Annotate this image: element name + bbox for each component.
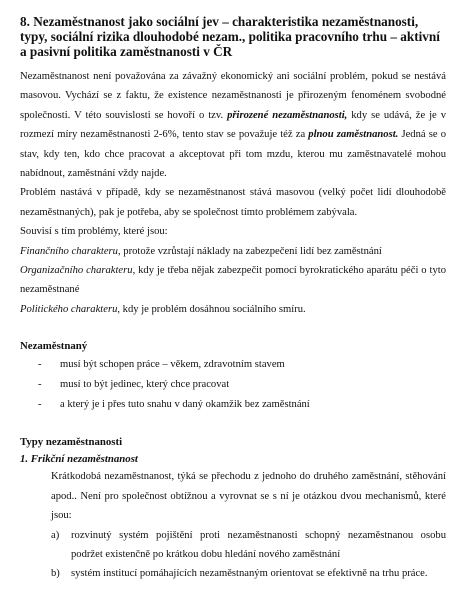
frictional-paragraph: Krátkodobá nezaměstnanost, týká se přechodu z jednoho do druhého zaměstnání, stěhování apod.. Není pro společnost obtížnou a vyrovnat se s ní je otázkou dvou mechanismů, které jsou: bbox=[51, 471, 446, 522]
intro-paragraph-2: Problém nastává v případě, kdy se nezaměstnanost stává masovou (velký počet lidí dlouhodobě nezaměstnaných), pak je potřeba, aby se společnost tímto problémem zabývala. bbox=[20, 187, 446, 218]
list-item bbox=[38, 355, 446, 375]
intro-paragraph-1 bbox=[20, 67, 446, 183]
problem-organizational bbox=[20, 261, 446, 300]
list-item bbox=[51, 526, 446, 565]
problem-political bbox=[20, 300, 446, 319]
term-financial: Finančního charakteru bbox=[20, 245, 118, 257]
spacer bbox=[20, 319, 446, 337]
dash-marker: - bbox=[38, 359, 42, 371]
dash-marker: - bbox=[38, 399, 42, 411]
list-item-text: systém institucí pomáhajících nezaměstnaným orientovat se efektivně na trhu práce. bbox=[71, 568, 428, 580]
list-item-text: musí to být jedinec, který chce pracovat bbox=[60, 379, 230, 391]
intro-text-b: kdy se udává, že je v rozmezí míry nezaměstnanosti 2-6%, tento stav se považuje též za bbox=[20, 109, 446, 141]
organizational-text: , kdy je třeba nějak zabezpečit pomocí byrokratického aparátu péči o tyto nezaměstnané bbox=[20, 265, 446, 296]
term-organizational: Organizačního charakteru bbox=[20, 265, 133, 277]
list-item-text: a který je i přes tuto snahu v daný okamžik bez zaměstnání bbox=[60, 399, 310, 411]
list-item bbox=[38, 375, 446, 395]
term-political: Politického charakteru bbox=[20, 303, 118, 315]
unemployed-list bbox=[20, 355, 446, 415]
list-marker: b) bbox=[51, 568, 60, 580]
section-heading-unemployed: Nezaměstnaný bbox=[20, 340, 88, 353]
subsection-heading-frictional: 1. Frikční nezaměstnanost bbox=[20, 453, 138, 466]
intro-text-a: Nezaměstnanost není považována za závažný ekonomický ani sociální problém, pokud se nestává masovou. Vychází se z faktu, že existence nezaměstnanosti je přirozeným fenoménem svobodné společnosti. V této souvislosti se hovoří o tzv. bbox=[20, 71, 446, 121]
dash-marker: - bbox=[38, 379, 42, 391]
intro-text-c: Jedná se o stav, kdy ten, kdo chce pracovat a akceptovat při tom mzdu, kterou mu zaměstnavatelé mohou nabídnout, zaměstnání vždy najde. bbox=[20, 129, 446, 180]
financial-text: , protože vzrůstají náklady na zabezpečení lidí bez zaměstnání bbox=[117, 245, 382, 257]
term-full-employment: plnou zaměstnanost. bbox=[308, 129, 399, 141]
list-item bbox=[38, 395, 446, 415]
mechanisms-list bbox=[20, 526, 446, 584]
list-marker: a) bbox=[51, 529, 60, 541]
list-item-text: musí být schopen práce – věkem, zdravotním stavem bbox=[60, 359, 285, 371]
problem-financial bbox=[20, 242, 446, 261]
list-item bbox=[51, 564, 446, 583]
list-item-text: rozvinutý systém pojištění proti nezaměstnanosti schopný nezaměstnanou osobu podržet existenčně po krátkou dobu hledání nového zaměstnání bbox=[71, 529, 446, 560]
page-title: 8. Nezaměstnanost jako sociální jev – charakteristika nezaměstnanosti, typy, sociální rizika dlouhodobé nezam., politika pracovního trhu – aktivní a pasivní politika zaměstnanosti v ČR bbox=[20, 14, 440, 59]
term-natural-unemployment: přirozené nezaměstnanosti, bbox=[227, 109, 348, 121]
section-heading-types: Typy nezaměstnanosti bbox=[20, 436, 123, 449]
intro-paragraph-3: Souvisí s tím problémy, které jsou: bbox=[20, 226, 168, 238]
spacer bbox=[20, 415, 446, 433]
political-text: , kdy je problém dosáhnou sociálního smíru. bbox=[117, 303, 306, 315]
